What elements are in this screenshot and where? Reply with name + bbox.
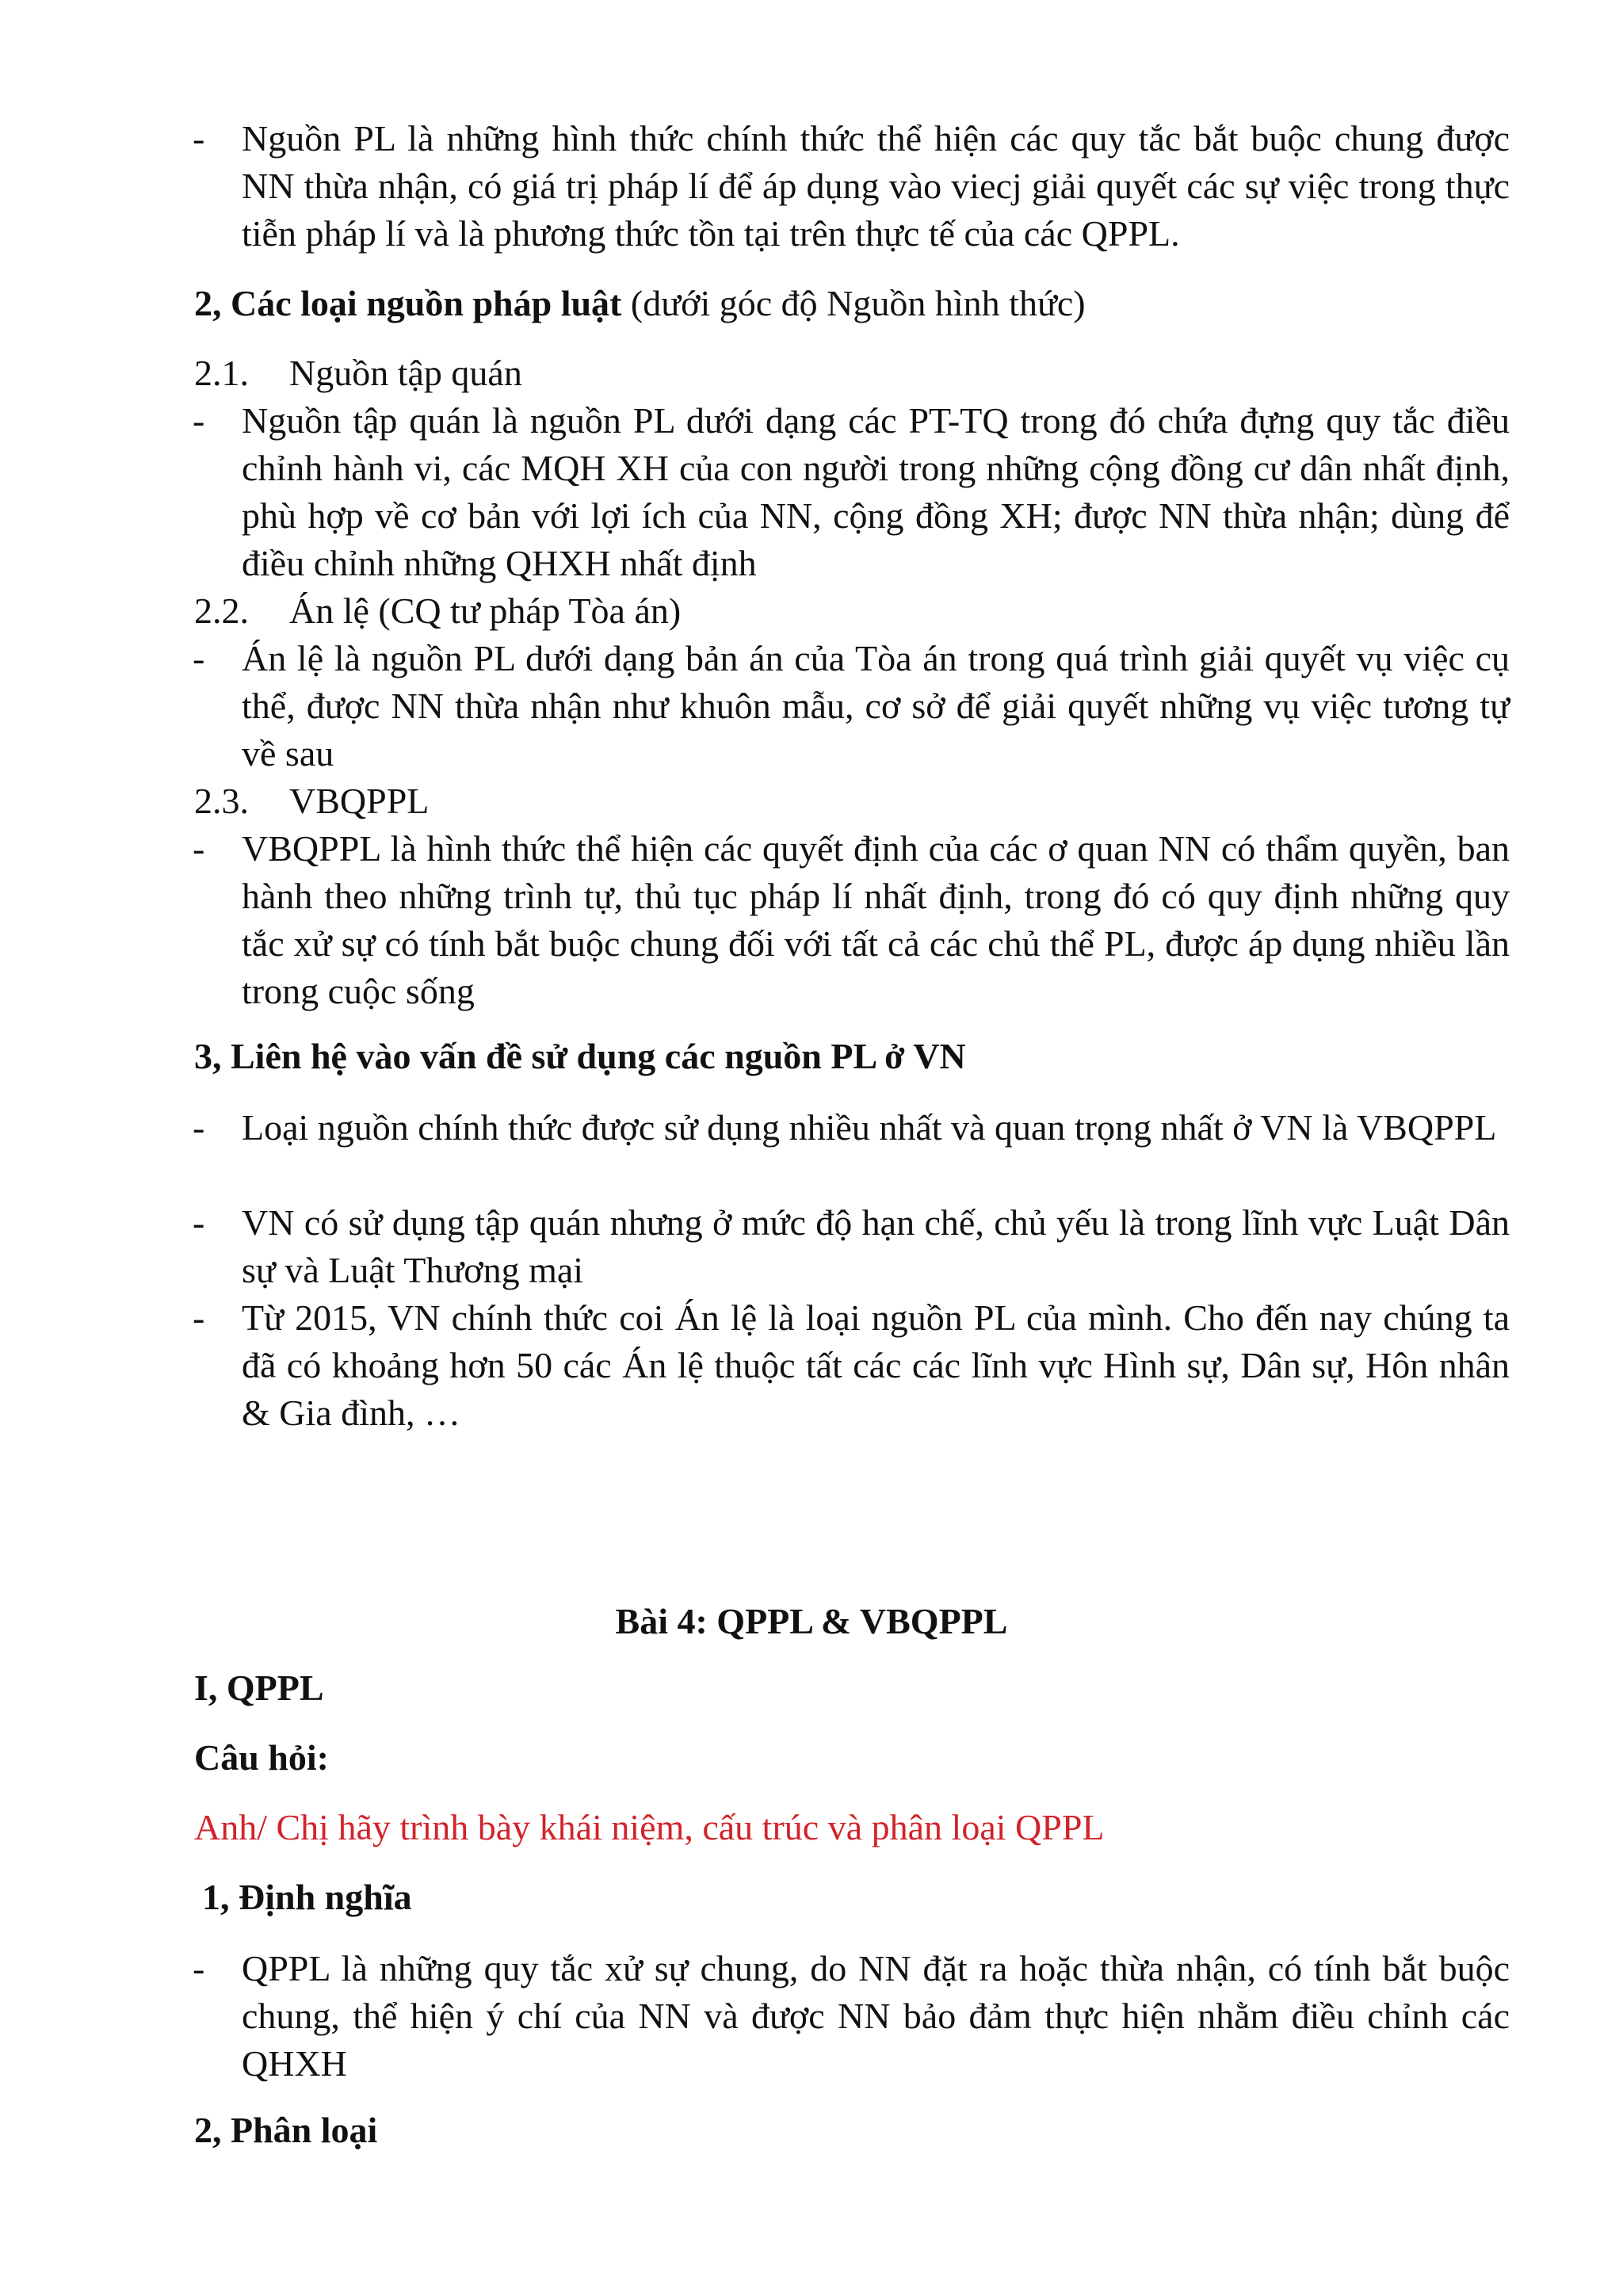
bullet-dash: - [193,1202,205,1243]
bullet-dash: - [193,118,205,159]
list-item [193,1294,1510,1437]
lesson-title: Bài 4: QPPL & VBQPPL [615,1601,1008,1641]
bullet-text: VN có sử dụng tập quán nhưng ở mức độ hạn chế, chủ yếu là trong lĩnh vực Luật Dân sự và Luật Thương mại [242,1202,1510,1290]
bullet-text: VBQPPL là hình thức thể hiện các quyết định của các ơ quan NN có thẩm quyền, ban hành theo những trình tự, thủ tục pháp lí nhất định, trong đó có quy định những quy tắc xử sự có tính bắt buộc chung đối với tất cả các chủ thể PL, được áp dụng nhiều lần trong cuộc sống [242,828,1510,1011]
numbered-item-2-1 [194,350,522,397]
item-title: Án lệ (CQ tư pháp Tòa án) [289,590,682,631]
bullet-dash: - [193,1948,205,1988]
question-label: Câu hỏi: [194,1737,329,1778]
bullet-text: Án lệ là nguồn PL dưới dạng bản án của Tòa án trong quá trình giải quyết vụ việc cụ thể, được NN thừa nhận như khuôn mẫu, cơ sở để giải quyết những vụ việc tương tự về sau [242,638,1510,774]
section-heading-note: (dưới góc độ Nguồn hình thức) [621,283,1086,323]
list-item [193,825,1510,1015]
list-item [193,397,1510,587]
item-title: VBQPPL [289,781,430,821]
numbered-item-2-2 [194,587,681,635]
bullet-dash: - [193,638,205,678]
bullet-text: QPPL là những quy tắc xử sự chung, do NN đặt ra hoặc thừa nhận, có tính bắt buộc chung, thể hiện ý chí của NN và được NN bảo đảm thực hiện nhằm điều chỉnh các QHXH [242,1948,1510,2084]
item-number: 2.2. [194,590,249,631]
bullet-text: Nguồn PL là những hình thức chính thức thể hiện các quy tắc bắt buộc chung được NN thừa nhận, có giá trị pháp lí để áp dụng vào viecj giải quyết các sự việc trong thực tiễn pháp lí và là phương thức tồn tại trên thực tế của các QPPL. [242,118,1510,254]
subsection-heading: 2, Phân loại [194,2110,378,2150]
list-item [193,635,1510,777]
bullet-dash: - [193,1107,205,1148]
item-title: Nguồn tập quán [289,353,522,393]
subsection-heading: 1, Định nghĩa [202,1877,412,1917]
list-item [193,115,1510,258]
section-heading-bold: 2, Các loại nguồn pháp luật [194,283,622,323]
list-item [193,1104,1510,1152]
bullet-text: Từ 2015, VN chính thức coi Án lệ là loại nguồn PL của mình. Cho đến nay chúng ta đã có khoảng hơn 50 các Án lệ thuộc tất các các lĩnh vực Hình sự, Dân sự, Hôn nhân & Gia đình, … [242,1297,1510,1433]
item-number: 2.3. [194,781,249,821]
section-heading: 3, Liên hệ vào vấn đề sử dụng các nguồn PL ở VN [194,1036,966,1076]
numbered-item-2-3 [194,777,429,825]
bullet-dash: - [193,400,205,441]
question-text: Anh/ Chị hãy trình bày khái niệm, cấu trúc và phân loại QPPL [194,1807,1105,1847]
bullet-text: Loại nguồn chính thức được sử dụng nhiều nhất và quan trọng nhất ở VN là VBQPPL [242,1107,1497,1148]
bullet-dash: - [193,828,205,869]
section-heading [194,280,1510,327]
list-item [193,1199,1510,1294]
bullet-text: Nguồn tập quán là nguồn PL dưới dạng các PT-TQ trong đó chứa đựng quy tắc điều chỉnh hành vi, các MQH XH của con người trong những cộng đồng cư dân nhất định, phù hợp về cơ bản với lợi ích của NN, cộng đồng XH; được NN thừa nhận; dùng để điều chỉnh những QHXH nhất định [242,400,1510,583]
list-item [193,1945,1510,2088]
item-number: 2.1. [194,353,249,393]
part-heading: I, QPPL [194,1668,324,1708]
bullet-dash: - [193,1297,205,1338]
